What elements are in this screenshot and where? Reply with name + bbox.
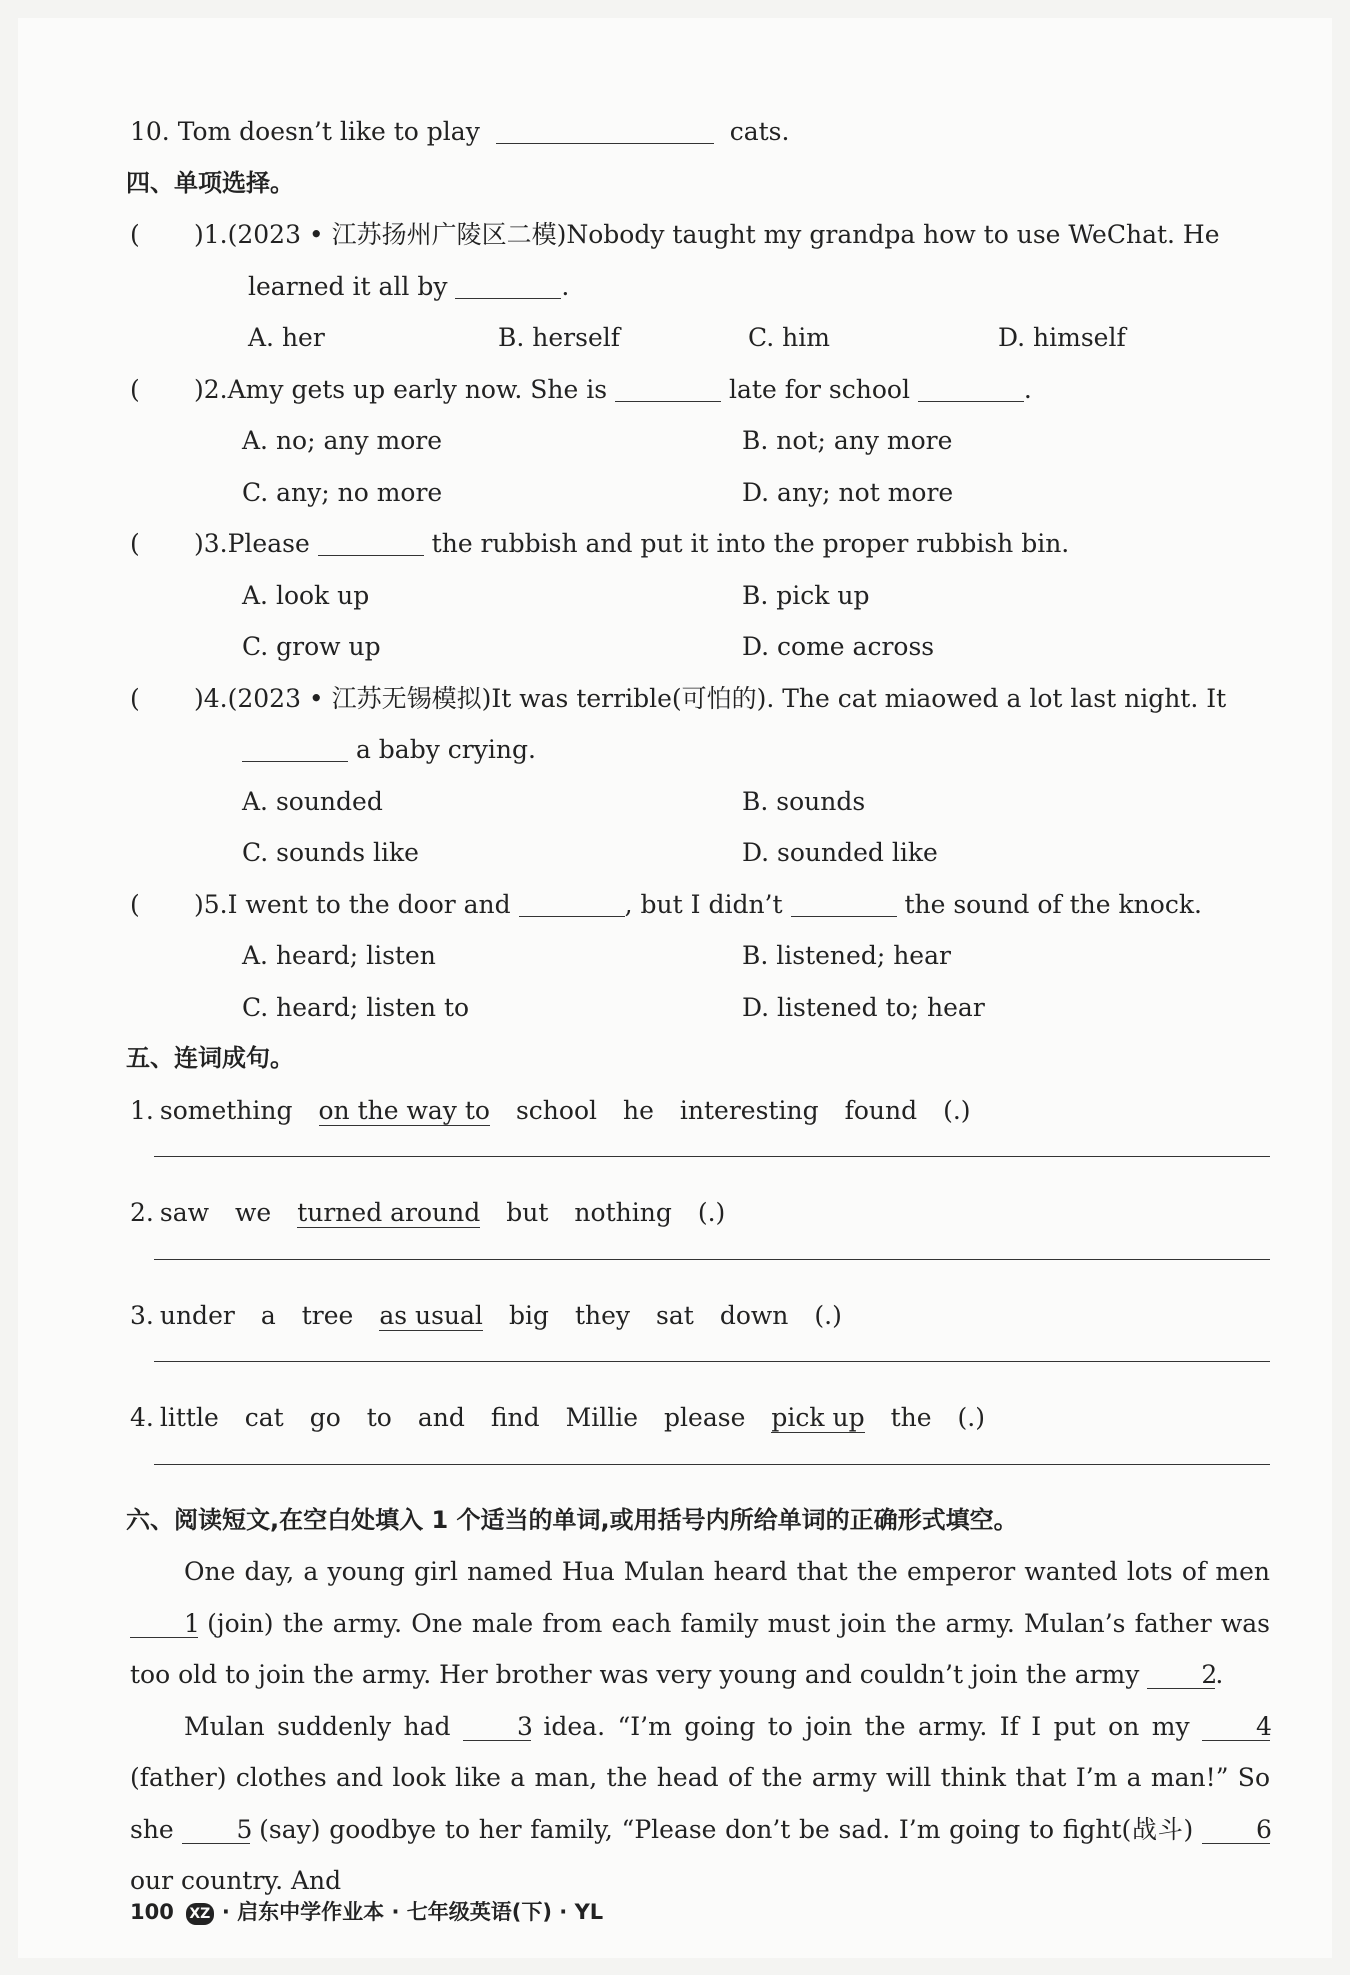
word-chip: on the way to xyxy=(318,1095,490,1125)
mc-question-1 xyxy=(130,209,1270,261)
question-text: Please xyxy=(227,529,310,558)
mc-options-4-cd xyxy=(130,827,1270,879)
answer-line-2[interactable] xyxy=(130,1239,1270,1290)
word-chip: they xyxy=(574,1300,631,1330)
page-footer xyxy=(130,1896,603,1926)
question-number: )5. xyxy=(194,889,228,919)
publisher-logo-icon: XZ xyxy=(186,1903,214,1925)
word-chip: please xyxy=(664,1403,746,1432)
section6-heading: 六、阅读短文,在空白处填入 1 个适当的单词,或用括号内所给单词的正确形式填空。 xyxy=(126,1505,1018,1534)
word-chip: saw xyxy=(159,1198,209,1227)
item-number: 1. xyxy=(130,1095,154,1125)
answer-line-3[interactable] xyxy=(130,1341,1270,1392)
word-chip: tree xyxy=(301,1300,354,1330)
item-number: 4. xyxy=(130,1403,154,1432)
option-c[interactable]: C. heard; listen to xyxy=(242,992,470,1022)
word-chip: to xyxy=(366,1403,392,1432)
cloze-blank-6[interactable]: 6 xyxy=(1202,1817,1270,1844)
word-order-item-3 xyxy=(130,1290,1270,1342)
q10-text-before: 10. Tom doesn’t like to play xyxy=(130,117,480,146)
paragraph-text: idea. “I’m going to join the army. If I put on my xyxy=(543,1711,1190,1741)
answer-bracket[interactable]: ( xyxy=(130,374,140,404)
mc-question-4-line2 xyxy=(130,724,1270,776)
question-text: (2023 • 江苏无锡模拟)It was terrible(可怕的). The cat miaowed a lot last night. It xyxy=(227,683,1227,713)
worksheet-content xyxy=(126,106,1272,1907)
worksheet-page xyxy=(18,18,1332,1958)
cloze-blank-4[interactable]: 4 xyxy=(1202,1714,1270,1741)
word-order-item-2 xyxy=(130,1187,1270,1239)
word-chip: we xyxy=(235,1198,272,1227)
q10-text-after: cats. xyxy=(729,117,790,146)
q10-blank[interactable] xyxy=(496,115,714,144)
option-d[interactable]: D. any; not more xyxy=(742,477,954,507)
word-chip: (.) xyxy=(814,1300,842,1330)
word-chip: (.) xyxy=(697,1198,726,1227)
footer-separator: · xyxy=(221,1900,230,1924)
question-number: )4. xyxy=(194,683,228,713)
option-c[interactable]: C. grow up xyxy=(242,632,381,661)
question-text: the sound of the knock. xyxy=(904,889,1202,919)
word-chip: found xyxy=(844,1095,918,1125)
option-c[interactable]: C. any; no more xyxy=(242,477,443,507)
cloze-blank-5[interactable]: 5 xyxy=(182,1817,250,1844)
question-10 xyxy=(130,106,1270,158)
answer-blank[interactable] xyxy=(242,733,348,762)
option-c[interactable]: C. sounds like xyxy=(242,838,419,867)
question-text: the rubbish and put it into the proper rubbish bin. xyxy=(431,529,1070,558)
word-chip: nothing xyxy=(574,1198,672,1227)
paragraph-text: our country. And xyxy=(130,1866,342,1895)
option-c[interactable]: C. him xyxy=(748,323,830,352)
mc-question-1-line2 xyxy=(130,261,1270,313)
option-a[interactable]: A. look up xyxy=(242,580,370,610)
answer-blank[interactable] xyxy=(519,888,625,917)
answer-bracket[interactable]: ( xyxy=(130,529,140,558)
answer-bracket[interactable]: ( xyxy=(130,683,140,713)
word-chip: down xyxy=(719,1300,789,1330)
question-text: Amy gets up early now. She is xyxy=(227,374,608,404)
section4-heading: 四、单项选择。 xyxy=(126,168,294,197)
book-title: 启东中学作业本 xyxy=(237,1900,385,1924)
word-order-item-1 xyxy=(130,1085,1270,1137)
mc-options-2-ab xyxy=(130,415,1270,467)
option-d[interactable]: D. listened to; hear xyxy=(742,992,985,1022)
paragraph-text: (father) clothes and look like a man, the head of the army will think that I’m a man!” So she xyxy=(130,1763,1270,1844)
word-chip: (.) xyxy=(957,1403,985,1432)
word-chip: interesting xyxy=(679,1095,819,1125)
reading-paragraph-2 xyxy=(130,1701,1270,1907)
answer-blank[interactable] xyxy=(615,373,721,402)
word-chip: find xyxy=(490,1403,540,1432)
mc-options-2-cd xyxy=(130,467,1270,519)
answer-blank[interactable] xyxy=(791,888,897,917)
option-d[interactable]: D. come across xyxy=(742,632,935,661)
word-chip: turned around xyxy=(297,1198,481,1227)
answer-blank[interactable] xyxy=(318,527,424,556)
word-chip: cat xyxy=(244,1403,284,1432)
paragraph-text: Mulan suddenly had xyxy=(184,1711,451,1741)
cloze-blank-2[interactable]: 2 xyxy=(1147,1662,1215,1689)
word-chip: he xyxy=(623,1095,654,1125)
mc-options-4-ab xyxy=(130,776,1270,828)
mc-question-4 xyxy=(130,673,1270,725)
section5-heading: 五、连词成句。 xyxy=(126,1044,294,1072)
answer-blank[interactable] xyxy=(918,373,1024,402)
answer-blank[interactable] xyxy=(455,270,561,299)
cloze-blank-3[interactable]: 3 xyxy=(463,1714,531,1741)
word-chip: Millie xyxy=(565,1403,639,1432)
mc-question-5 xyxy=(130,879,1270,931)
cloze-blank-1[interactable]: 1 xyxy=(130,1611,198,1638)
paragraph-text: (say) goodbye to her family, “Please don’t be sad. I’m going to fight(战斗) xyxy=(259,1814,1194,1844)
reading-paragraph-1 xyxy=(130,1546,1270,1701)
page-number: 100 xyxy=(130,1900,174,1924)
word-chip: pick up xyxy=(771,1403,865,1432)
question-text: . xyxy=(561,271,570,301)
question-text: learned it all by xyxy=(248,271,448,301)
word-chip: big xyxy=(508,1300,549,1330)
question-text: a baby crying. xyxy=(355,735,536,764)
word-chip: go xyxy=(309,1403,341,1432)
question-text: , but I didn’t xyxy=(624,889,783,919)
option-a[interactable]: A. sounded xyxy=(242,786,383,816)
word-chip: but xyxy=(506,1198,549,1227)
word-chip: the xyxy=(890,1403,932,1432)
question-text: late for school xyxy=(729,374,910,404)
mc-options-3-ab xyxy=(130,570,1270,622)
question-number: )1. xyxy=(194,220,228,249)
word-chip: as usual xyxy=(379,1300,483,1330)
paragraph-text: . xyxy=(1215,1660,1224,1689)
footer-separator: · xyxy=(391,1900,400,1924)
mc-options-3-cd xyxy=(130,621,1270,673)
option-b[interactable]: B. listened; hear xyxy=(742,941,951,970)
book-subject: 七年级英语(下) xyxy=(406,1900,552,1924)
word-chip: under xyxy=(159,1300,235,1330)
answer-line-1[interactable] xyxy=(130,1136,1270,1187)
option-d[interactable]: D. himself xyxy=(998,323,1126,352)
question-text: I went to the door and xyxy=(227,889,511,919)
paragraph-text: One day, a young girl named Hua Mulan heard that the emperor wanted lots of men xyxy=(184,1557,1270,1586)
word-chip: (.) xyxy=(943,1095,971,1125)
mc-options-5-ab xyxy=(130,930,1270,982)
mc-options-1 xyxy=(130,312,1270,364)
item-number: 2. xyxy=(130,1198,154,1227)
mc-options-5-cd xyxy=(130,982,1270,1034)
option-a[interactable]: A. heard; listen xyxy=(242,941,436,970)
paragraph-text: (join) the army. One male from each family must join the army. Mulan’s father was too old to join the army. Her brother was very young and couldn’t join the army xyxy=(130,1608,1270,1689)
word-chip: and xyxy=(417,1403,465,1432)
book-edition: YL xyxy=(574,1900,604,1924)
option-a[interactable]: A. her xyxy=(248,323,325,352)
item-number: 3. xyxy=(130,1300,154,1330)
word-chip: school xyxy=(515,1095,597,1125)
footer-separator: · xyxy=(559,1900,568,1924)
word-order-item-4 xyxy=(130,1392,1270,1444)
question-number: )2. xyxy=(194,374,228,404)
option-a[interactable]: A. no; any more xyxy=(242,426,443,455)
answer-line-4[interactable] xyxy=(130,1444,1270,1495)
option-b[interactable]: B. herself xyxy=(498,323,620,352)
option-b[interactable]: B. pick up xyxy=(742,580,870,610)
mc-question-2 xyxy=(130,364,1270,416)
question-number: )3. xyxy=(194,529,228,558)
word-chip: a xyxy=(260,1300,276,1330)
question-text: (2023 • 江苏扬州广陵区二模)Nobody taught my grandpa how to use WeChat. He xyxy=(227,220,1220,249)
question-text: . xyxy=(1023,374,1032,404)
answer-bracket[interactable]: ( xyxy=(130,889,140,919)
option-d[interactable]: D. sounded like xyxy=(742,838,938,867)
option-b[interactable]: B. not; any more xyxy=(742,426,953,455)
option-b[interactable]: B. sounds xyxy=(742,786,866,816)
word-chip: something xyxy=(159,1095,293,1125)
word-chip: little xyxy=(159,1403,219,1432)
word-chip: sat xyxy=(656,1300,694,1330)
answer-bracket[interactable]: ( xyxy=(130,220,140,249)
mc-question-3 xyxy=(130,518,1270,570)
